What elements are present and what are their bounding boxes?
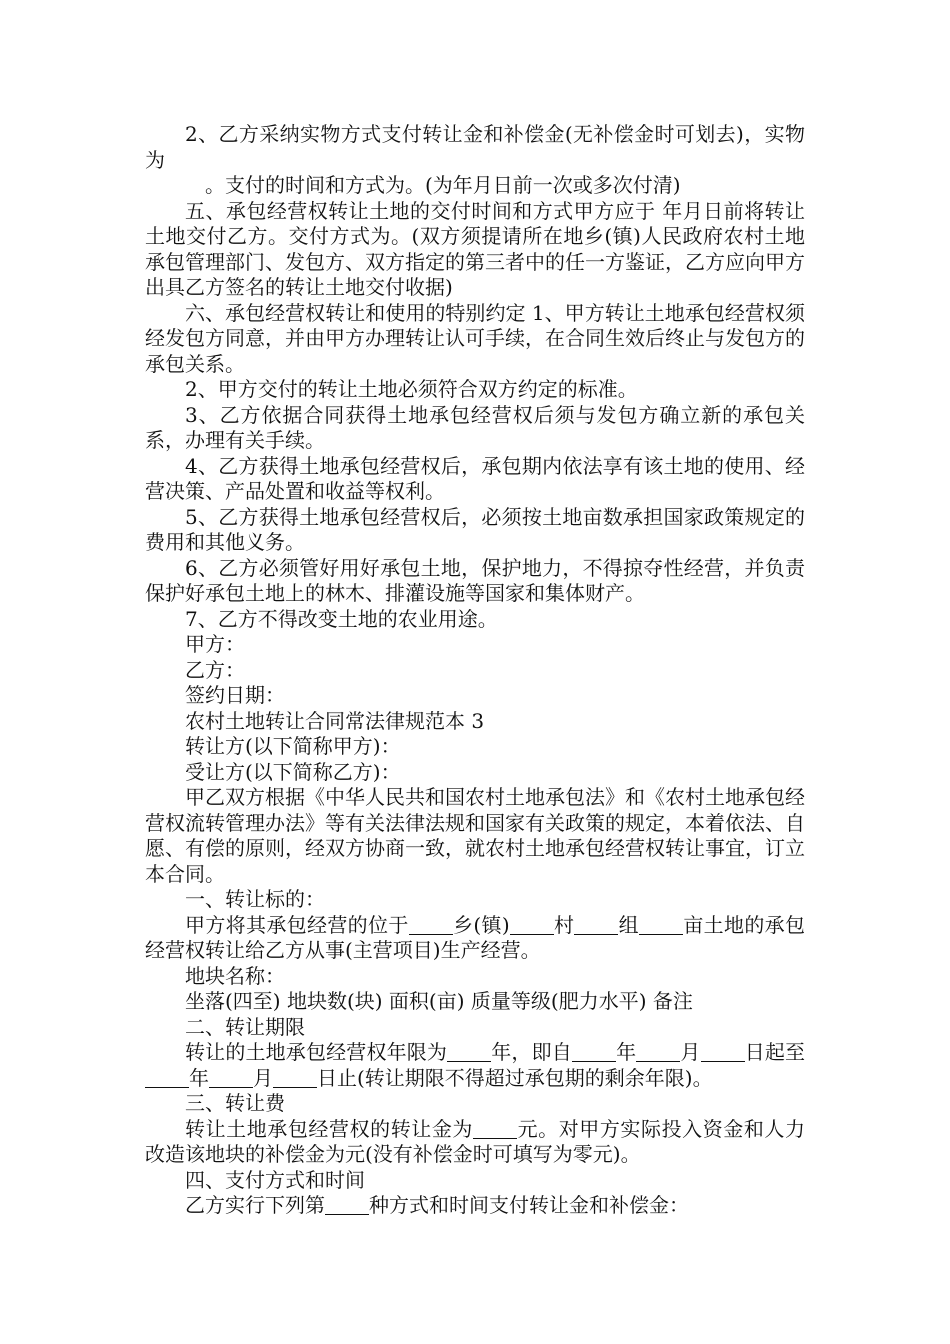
payment-time-method: 。支付的时间和方式为。(为年月日前一次或多次付清) [205, 173, 681, 197]
fill-blank[interactable] [325, 1196, 369, 1215]
blank-text: 转让的土地承包经营权年限为 [185, 1040, 448, 1064]
blank-text: 月 [253, 1065, 273, 1090]
land-location-clause [145, 913, 805, 964]
heading-subject: 一、转让标的： [185, 887, 325, 911]
blank-text: 亩土地的承包经营权转让给乙方从事(主营项目)生产经营。 [145, 912, 806, 962]
clause-2-payment-in-kind: 2、乙方采纳实物方式支付转让金和补偿金(无补偿金时可划去)，实物为 [145, 122, 805, 172]
clause-6-2: 2、甲方交付的转让土地必须符合双方约定的标准。 [185, 377, 638, 401]
signing-date: 签约日期： [185, 683, 285, 707]
section-title: 农村土地转让合同常法律规范本 3 [185, 708, 485, 733]
fill-blank[interactable] [572, 1043, 616, 1062]
fill-blank[interactable] [447, 1043, 491, 1062]
clause-6-6: 6、乙方必须管好用好承包土地，保护地力，不得掠夺性经营，并负责保护好承包土地上的林木、排灌设施等国家和集体财产。 [145, 555, 805, 605]
fill-blank[interactable] [636, 1043, 680, 1062]
fill-blank[interactable] [209, 1069, 253, 1088]
heading-fee: 三、转让费 [185, 1091, 285, 1115]
clause-6-special-terms: 六、承包经营权转让和使用的特别约定 1、甲方转让土地承包经营权须经发包方同意，并由甲方办理转让认可手续，在合同生效后终止与发包方的承包关系。 [145, 300, 805, 376]
blank-text: 村 [553, 912, 575, 937]
heading-payment: 四、支付方式和时间 [185, 1167, 365, 1192]
blank-text: 转让土地承包经营权的转让金为 [185, 1116, 473, 1141]
blank-text: 种方式和时间支付转让金和补偿金： [369, 1193, 689, 1217]
blank-text: 组 [618, 912, 639, 937]
fill-blank[interactable] [409, 916, 453, 935]
clause-6-3: 3、乙方依据合同获得土地承包经营权后须与发包方确立新的承包关系，办理有关手续。 [145, 402, 805, 452]
blank-text: 元。对甲方实际投入资金和人力改造该地块的补偿金为元(没有补偿金时可填写为零元)。 [145, 1116, 805, 1166]
heading-term: 二、转让期限 [185, 1014, 305, 1039]
parcel-name: 地块名称： [185, 963, 285, 988]
blank-text: 乡(镇) [452, 912, 510, 937]
fill-blank[interactable] [574, 916, 618, 935]
clause-6-4: 4、乙方获得土地承包经营权后，承包期内依法享有该土地的使用、经营决策、产品处置和收益等权利。 [145, 453, 805, 503]
blank-text: 年 [189, 1065, 209, 1090]
blank-text: 月 [680, 1040, 701, 1064]
payment-method-clause [145, 1193, 805, 1219]
blank-text: 日止(转让期限不得超过承包期的剩余年限)。 [317, 1065, 713, 1090]
signature-party-b: 乙方： [185, 657, 245, 682]
fill-blank[interactable] [639, 916, 683, 935]
fill-blank[interactable] [273, 1069, 317, 1088]
fill-blank[interactable] [701, 1043, 745, 1062]
blank-text: 甲方将其承包经营的位于 [185, 912, 409, 937]
blank-text: 乙方实行下列第 [185, 1193, 325, 1217]
signature-party-a: 甲方： [185, 632, 245, 656]
blank-text: 年 [615, 1040, 637, 1064]
clause-5-delivery: 五、承包经营权转让土地的交付时间和方式甲方应于 年月日前将转让土地交付乙方。交付方式为。(双方须提请所在地乡(镇)人民政府农村土地承包管理部门、发包方、双方指定的第三者中的任一方鉴证，乙方应向甲方出具乙方签名的转让土地交付收据) [145, 198, 805, 299]
parcel-table-header: 坐落(四至) 地块数(块) 面积(亩) 质量等级(肥力水平) 备注 [185, 989, 693, 1013]
blank-text: 年，即自 [491, 1040, 572, 1064]
contract-document [145, 122, 805, 1219]
fill-blank[interactable] [473, 1120, 517, 1139]
fill-blank[interactable] [510, 916, 554, 935]
term-clause [145, 1040, 805, 1091]
fill-blank[interactable] [145, 1069, 189, 1088]
preamble: 甲乙双方根据《中华人民共和国农村土地承包法》和《农村土地承包经营权流转管理办法》等有关法律法规和国家有关政策的规定，本着依法、自愿、有偿的原则，经双方协商一致，就农村土地承包经营权转让事宜，订立本合同。 [145, 785, 805, 886]
fee-clause [145, 1117, 805, 1168]
transferor-line: 转让方(以下简称甲方)： [185, 734, 401, 758]
clause-6-7: 7、乙方不得改变土地的农业用途。 [185, 606, 498, 631]
transferee-line: 受让方(以下简称乙方)： [185, 759, 401, 784]
blank-text: 日起至 [744, 1040, 806, 1064]
clause-6-5: 5、乙方获得土地承包经营权后，必须按土地亩数承担国家政策规定的费用和其他义务。 [145, 504, 805, 554]
